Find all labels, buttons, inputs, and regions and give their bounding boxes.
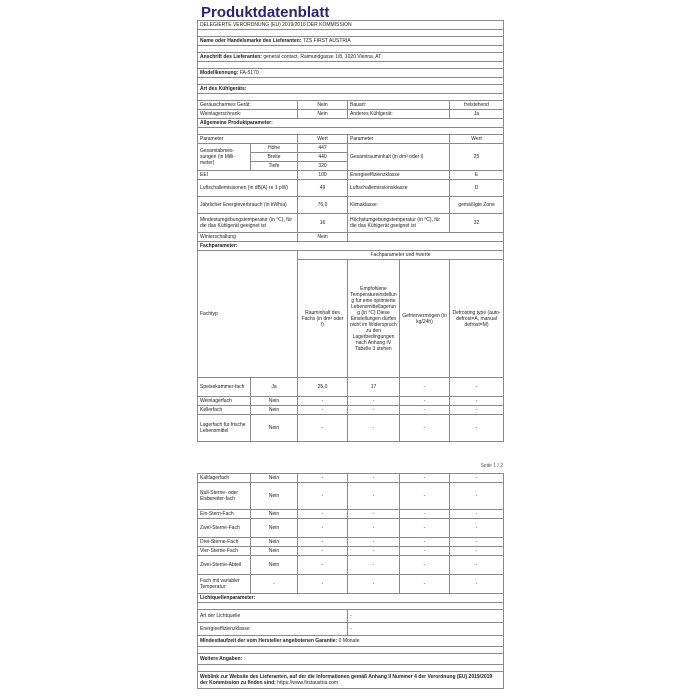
table-row: Lagerfach für frische Lebensmittel Nein - - - - (198, 415, 504, 442)
datasheet-page-1 (197, 0, 503, 462)
supplier-row: Name oder Handelsmarke des Lieferanten: TZS FIRST AUSTRIA (198, 37, 504, 46)
further-info-header: Weitere Angaben: (198, 654, 504, 665)
datasheet-table (197, 20, 504, 442)
general-row: Mindestumgebungstemperatur (in °C), für die das Kühlgerät geeignet ist 16 Höchstumgebungstemperatur (in °C), für die das Kühlgerät geeignet ist 32 (198, 214, 504, 233)
table-row: Kaltlagerfach Nein - - - - (198, 474, 504, 483)
warranty-row: Mindestlaufzeit der vom Hersteller angebotenen Garantie: 0 Monate (198, 636, 504, 647)
address-row: Anschrift des Lieferanten: general contact, Raimundgasse 1/8, 1020 Vienna, AT (198, 53, 504, 62)
table-row: Speisekammer-fach Ja 25,0 17 - - (198, 378, 504, 397)
light-header: Lichtquellenparameter: (198, 594, 504, 603)
general-row: Luftschallemissionen (in dB(A) re 1 pW) 49 Luftschallemissionsklasse D (198, 180, 504, 197)
table-row: Weinlagerfach Nein - - - - (198, 397, 504, 406)
dimension-row: Breite 440 (198, 153, 504, 162)
winter-row: Winterschaltung Nein (198, 233, 504, 242)
fach-group-row: Fachtyp Fachparameter und #werte (198, 251, 504, 260)
fach-header: Fachparameter: (198, 242, 504, 251)
table-row: Drei-Sterne-Fach Nein - - - - (198, 538, 504, 547)
table-row: Vier-Sterne-Fach Nein - - - - (198, 547, 504, 556)
light-row: Art der Lichtquelle - (198, 610, 504, 623)
type-header: Art des Kühlgeräts: (198, 85, 504, 94)
table-row: Ein-Stern-Fach Nein - - - - (198, 510, 504, 519)
table-row: Zwei-Sterne-Abteil Nein - - - - (198, 556, 504, 575)
fach-column-headers: Rauminhalt des Fachs (in dm³ oder l) Empfohlene Temperatureinstellung für eine optimierte Lebensmittellagerung (in °C) Diese Einstellungen dürfen nicht im Widerspruch zu den Lagerbedingungen nach Anhang IV Tabelle 3 stehen Gefriervermögen (in kg/24h) Defrosting type (auto-defrost=A, manual defrost=M) (198, 260, 504, 378)
dimension-row: Gesamtabmes-sungen (in Milli-meter) Höhe 447 Gesamtrauminhalt (in dm³ oder l) 25 (198, 144, 504, 153)
page-title: Produktdatenblatt (201, 4, 330, 21)
datasheet-table-continued (197, 473, 504, 689)
model-row: Modellkennung: FA-5170 (198, 69, 504, 78)
general-row: Jährlicher Energieverbrauch (in kWh/a) 76,0 Klimaklasse: gemäßigte Zone (198, 197, 504, 214)
regulation: DELEGIERTE VERORDNUNG (EU) 2019/2016 DER KOMMISSION (198, 21, 504, 30)
light-row: Energieeffizienzklasse - (198, 623, 504, 636)
general-header: Allgemeine Produktparameter: (198, 119, 504, 128)
page-number: Seite 1 / 2 (480, 463, 503, 469)
general-row: EEI 100 Energieeffizienzklasse E (198, 171, 504, 180)
weblink-row: Weblink zur Website des Lieferanten, auf der die Informationen gemäß Anhang II Nummer 4 der Verordnung (EU) 2019/2019 der Kommission zu finden sind: https://www.firstaustria.com (198, 672, 504, 689)
table-row: Zwei-Sterne-Fach Nein - - - - (198, 519, 504, 538)
datasheet-page-2 (197, 473, 503, 689)
general-column-headers: Parameter Wert Parameter Wert (198, 135, 504, 144)
type-row: Weinlagerschrank: Nein Anderes Kühlgerät: Ja (198, 110, 504, 119)
type-row: Geräuscharmes Gerät: Nein Bauart: freistehend (198, 101, 504, 110)
weblink[interactable]: https://www.firstaustria.com (277, 680, 339, 686)
dimension-row: Tiefe 320 (198, 162, 504, 171)
table-row: Null-Sterne- oder Eisbereiter-fach Nein - - - - (198, 483, 504, 510)
table-row: Kellerfach Nein - - - - (198, 406, 504, 415)
table-row: Fach mit variabler Temperatur - - - - - (198, 575, 504, 594)
